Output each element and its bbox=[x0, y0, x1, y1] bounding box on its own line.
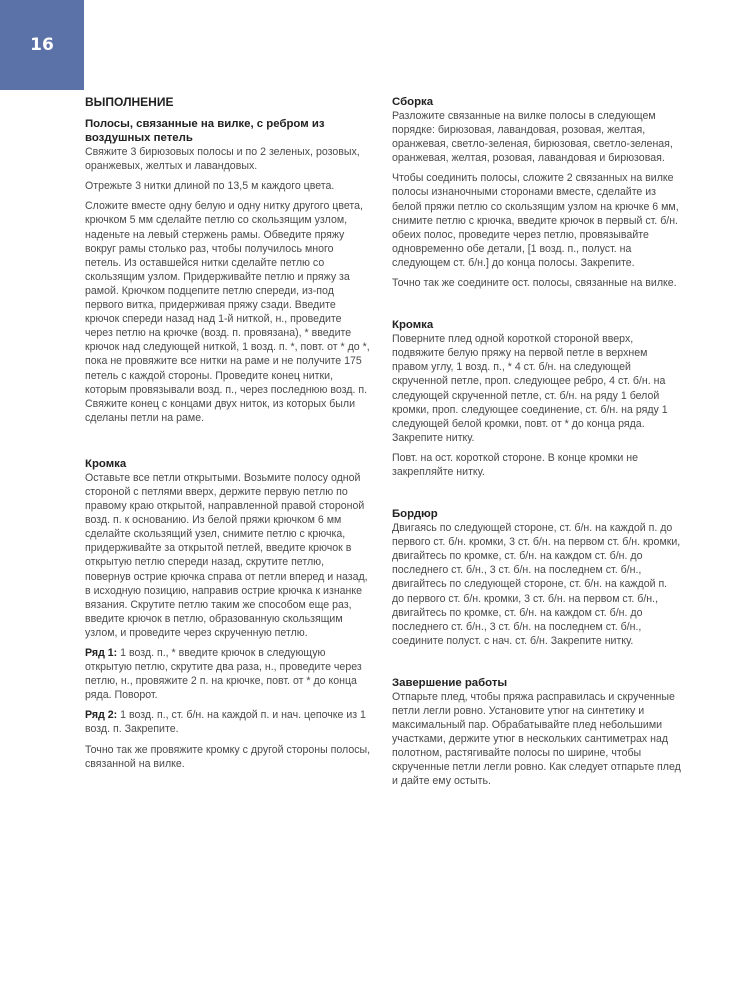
row-2 bbox=[85, 708, 372, 736]
paragraph: Точно так же провяжите кромку с другой стороны полосы, связанной на вилке. bbox=[85, 743, 371, 770]
paragraph: Оставьте все петли открытыми. Возьмите полосу одной стороной с петлями вверх, держите первую петлю по правому краю открытой, направленной правой стороной возд. п. к основанию. Из белой пряжи крючком 6 мм сделайте скользящий узел, снимите петлю с крючка, придерживайте за открытой петлей, введите крючок в открытую петлю спереди назад, скрутите петлю, повернув острие крючка справа от петли вперед и назад, в исходную позицию, направив острие крючка к изнанке вязания. Скрутите петлю таким же способом еще раз, введите крючок в петлю, образованную скользящим узлом, и проведите через скрученную петлю. bbox=[85, 471, 368, 639]
paragraph: Чтобы соединить полосы, сложите 2 связанных на вилке полосы изнаночными сторонами вместе, сделайте из белой пряжи петлю со скользящим узлом на крючке 6 мм, снимите петлю с крючка, введите крючок в первый ст. б/н. обеих полос, проведите через петлю, провязывайте одновременно обе детали, [1 возд. п., полуст. на следующем ст. б/н.] до конца полосы. Закрепите. bbox=[392, 172, 679, 269]
edge-title: Кромка bbox=[392, 319, 434, 332]
row-1-text: 1 возд. п., * введите крючок в следующую открытую петлю, скрутите два раза, н., проведите через петлю, н., провяжите 2 п. на крючке, повт. от * до конца ряда. Поворот. bbox=[85, 647, 362, 702]
paragraph: Двигаясь по следующей стороне, ст. б/н. на каждой п. до первого ст. б/н. кромки, 3 ст. б/н. на первом ст. б/н. кромки, двигайтесь по кромке, ст. б/н. на каждом ст. б/н. до последнего ст. б/н., 3 ст. б/н. на последнем ст. б/н., двигайтесь по следующей стороне, ст. б/н. на каждой п. до первого ст. б/н. кромки, 3 ст. б/н. на первом ст. б/н., двигайтесь по кромке, ст. б/н. на каждом ст. б/н. до последнего ст. б/н., 3 ст. б/н. на последнем ст. б/н., соедините полуст. с нач. ст. б/н. Закрепите нитку. bbox=[392, 522, 681, 647]
paragraph: Отрежьте 3 нитки длиной по 13,5 м каждого цвета. bbox=[85, 180, 335, 193]
paragraph: Сложите вместе одну белую и одну нитку другого цвета, крючком 5 мм сделайте петлю со скользящим узлом, наденьте на левый стержень рамы. Обведите пряжу вокруг рамы столько раз, чтобы получилось много петель. Из оставшейся нитки сделайте петлю со скользящим узлом. Придерживайте петлю и пряжу за рамой. Крючком подцепите петлю спереди, из-под первого витка, придерживая пряжу сзади. Введите крючок спереди назад над 1-й ниткой, н., проведите через петлю на крючке (возд. п. провязана), * введите крючок над следующей ниткой, 1 возд. п. *, повт. от * до *, пока не провяжите все нитки на раме и не получите 175 петель с каждой стороны. Проведите конец нитки, которым провязывали возд. п., через последнюю возд. п. Свяжите конец с концами двух ниток, из которых были сделаны петли на раме. bbox=[85, 200, 370, 424]
strips-title: Полосы, связанные на вилке, с ребром из воздушных петель bbox=[85, 118, 325, 145]
paragraph: Свяжите 3 бирюзовых полосы и по 2 зеленых, розовых, оранжевых, желтых и лавандовых. bbox=[85, 146, 360, 173]
row-1 bbox=[85, 646, 372, 702]
row-2-text: 1 возд. п., ст. б/н. на каждой п. и нач. цепочке из 1 возд. п. Закрепите. bbox=[85, 709, 366, 736]
left-column bbox=[85, 95, 372, 777]
assembly-title: Сборка bbox=[392, 96, 434, 108]
section-heading: ВЫПОЛНЕНИЕ bbox=[85, 95, 174, 109]
border-title: Бордюр bbox=[392, 508, 438, 521]
paragraph: Разложите связанные на вилке полосы в следующем порядке: бирюзовая, лавандовая, розовая, желтая, оранжевая, светло-зеленая, бирюзовая, светло-зеленая, оранжевая, желтая, розовая, лавандовая и бирюзовая. bbox=[392, 110, 673, 165]
row-1-label: Ряд 1: bbox=[85, 647, 118, 659]
right-column bbox=[392, 95, 682, 795]
paragraph: Поверните плед одной короткой стороной вверх, подвяжите белую пряжу на первой петле в верхнем правом углу, 1 возд. п., * 4 ст. б/н. на следующей скрученной петле, проп. следующее ребро, 4 ст. б/н. на следующей скрученной петле, ст. б/н. на ряду 1 белой кромки, проп. следующее соединение, ст. б/н. на ряду 1 следующей белой кромки, повт. от * до конца ряда. Закрепите нитку. bbox=[392, 333, 668, 444]
paragraph: Повт. на ост. короткой стороне. В конце кромки не закрепляйте нитку. bbox=[392, 451, 639, 478]
finishing-title: Завершение работы bbox=[392, 676, 508, 689]
row-2-label: Ряд 2: bbox=[85, 709, 118, 722]
paragraph: Точно так же соедините ост. полосы, связанные на вилке. bbox=[392, 277, 677, 290]
paragraph: Отпарьте плед, чтобы пряжа расправилась и скрученные петли легли ровно. Установите утюг на синтетику и максимальный пар. Обрабатывайте плед небольшими участками, держите утюг в нескольких сантиметрах над полотном, растягивайте полосы по ширине, чтобы скрученные петли легли ровно. Как следует отпарьте плед и дайте ему остыть. bbox=[392, 690, 681, 788]
page-number: 16 bbox=[0, 0, 84, 90]
edge-title: Кромка bbox=[85, 457, 127, 470]
